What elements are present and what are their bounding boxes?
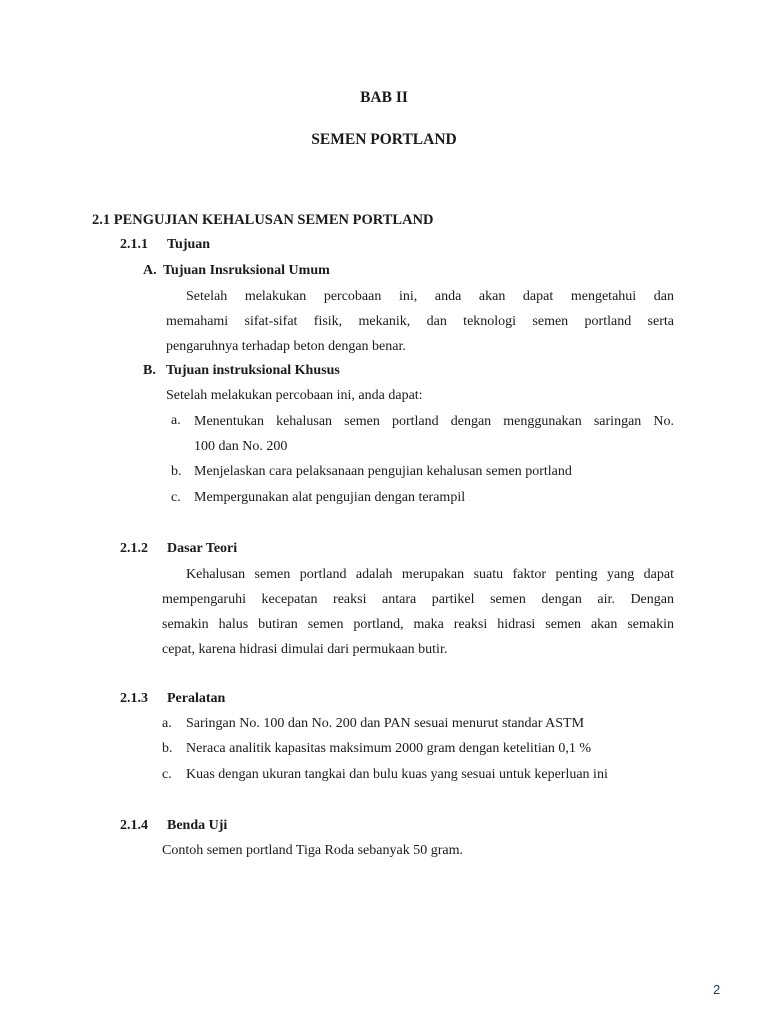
subpoint-title-b: Tujuan instruksional Khusus [166,363,340,378]
subsection-number-benda-uji: 2.1.4 [120,818,148,833]
list-item-line: 100 dan No. 200 [194,439,288,454]
paragraph-line: cepat, karena hidrasi dimulai dari permukaan butir. [162,642,448,657]
subsection-number-peralatan: 2.1.3 [120,691,148,706]
paragraph-tujuan-umum [166,284,674,359]
paragraph-line: semakin halus butiran semen portland, maka reaksi hidrasi semen akan semakin [162,617,674,632]
paragraph-line: Setelah melakukan percobaan ini, anda akan dapat mengetahui dan [186,289,674,304]
list-marker: c. [162,767,172,782]
chapter-title: SEMEN PORTLAND [311,131,457,148]
subpoint-marker-b: B. [143,363,156,378]
list-item-text: Mempergunakan alat pengujian dengan terampil [194,490,466,505]
list-marker: a. [162,716,172,731]
chapter-label: BAB II [360,89,408,106]
list-marker: b. [162,741,173,756]
paragraph-line: memahami sifat-sifat fisik, mekanik, dan teknologi semen portland serta [166,314,674,329]
subsection-number-dasar-teori: 2.1.2 [120,541,148,556]
list-marker: a. [171,413,181,428]
paragraph-line: Kehalusan semen portland adalah merupakan suatu faktor penting yang dapat [186,567,674,582]
list-item-text: Neraca analitik kapasitas maksimum 2000 gram dengan ketelitian 0,1 % [186,741,592,756]
list-marker: c. [171,490,181,505]
subpoint-title-a: Tujuan Insruksional Umum [163,263,330,278]
subpoint-intro-b: Setelah melakukan percobaan ini, anda dapat: [166,388,423,403]
paragraph-dasar-teori [162,562,674,662]
subsection-title-peralatan: Peralatan [167,691,226,706]
section-heading: 2.1 PENGUJIAN KEHALUSAN SEMEN PORTLAND [92,212,434,228]
list-item-text: Menjelaskan cara pelaksanaan pengujian kehalusan semen portland [194,464,572,479]
subpoint-marker-a: A. [143,263,157,278]
subsection-title-benda-uji: Benda Uji [167,818,228,833]
subsection-title-tujuan: Tujuan [167,237,211,252]
subsection-number-tujuan: 2.1.1 [120,237,148,252]
list-item-text [194,409,674,459]
list-item-line: Menentukan kehalusan semen portland dengan menggunakan saringan No. [194,414,674,429]
subsection-title-dasar-teori: Dasar Teori [167,541,238,556]
list-marker: b. [171,464,182,479]
benda-uji-text: Contoh semen portland Tiga Roda sebanyak 50 gram. [162,843,463,858]
paragraph-line: pengaruhnya terhadap beton dengan benar. [166,339,406,354]
list-item-text: Saringan No. 100 dan No. 200 dan PAN sesuai menurut standar ASTM [186,716,585,731]
list-item-text: Kuas dengan ukuran tangkai dan bulu kuas yang sesuai untuk keperluan ini [186,767,608,782]
paragraph-line: mempengaruhi kecepatan reaksi antara partikel semen dengan air. Dengan [162,592,674,607]
page-number: 2 [713,982,721,997]
